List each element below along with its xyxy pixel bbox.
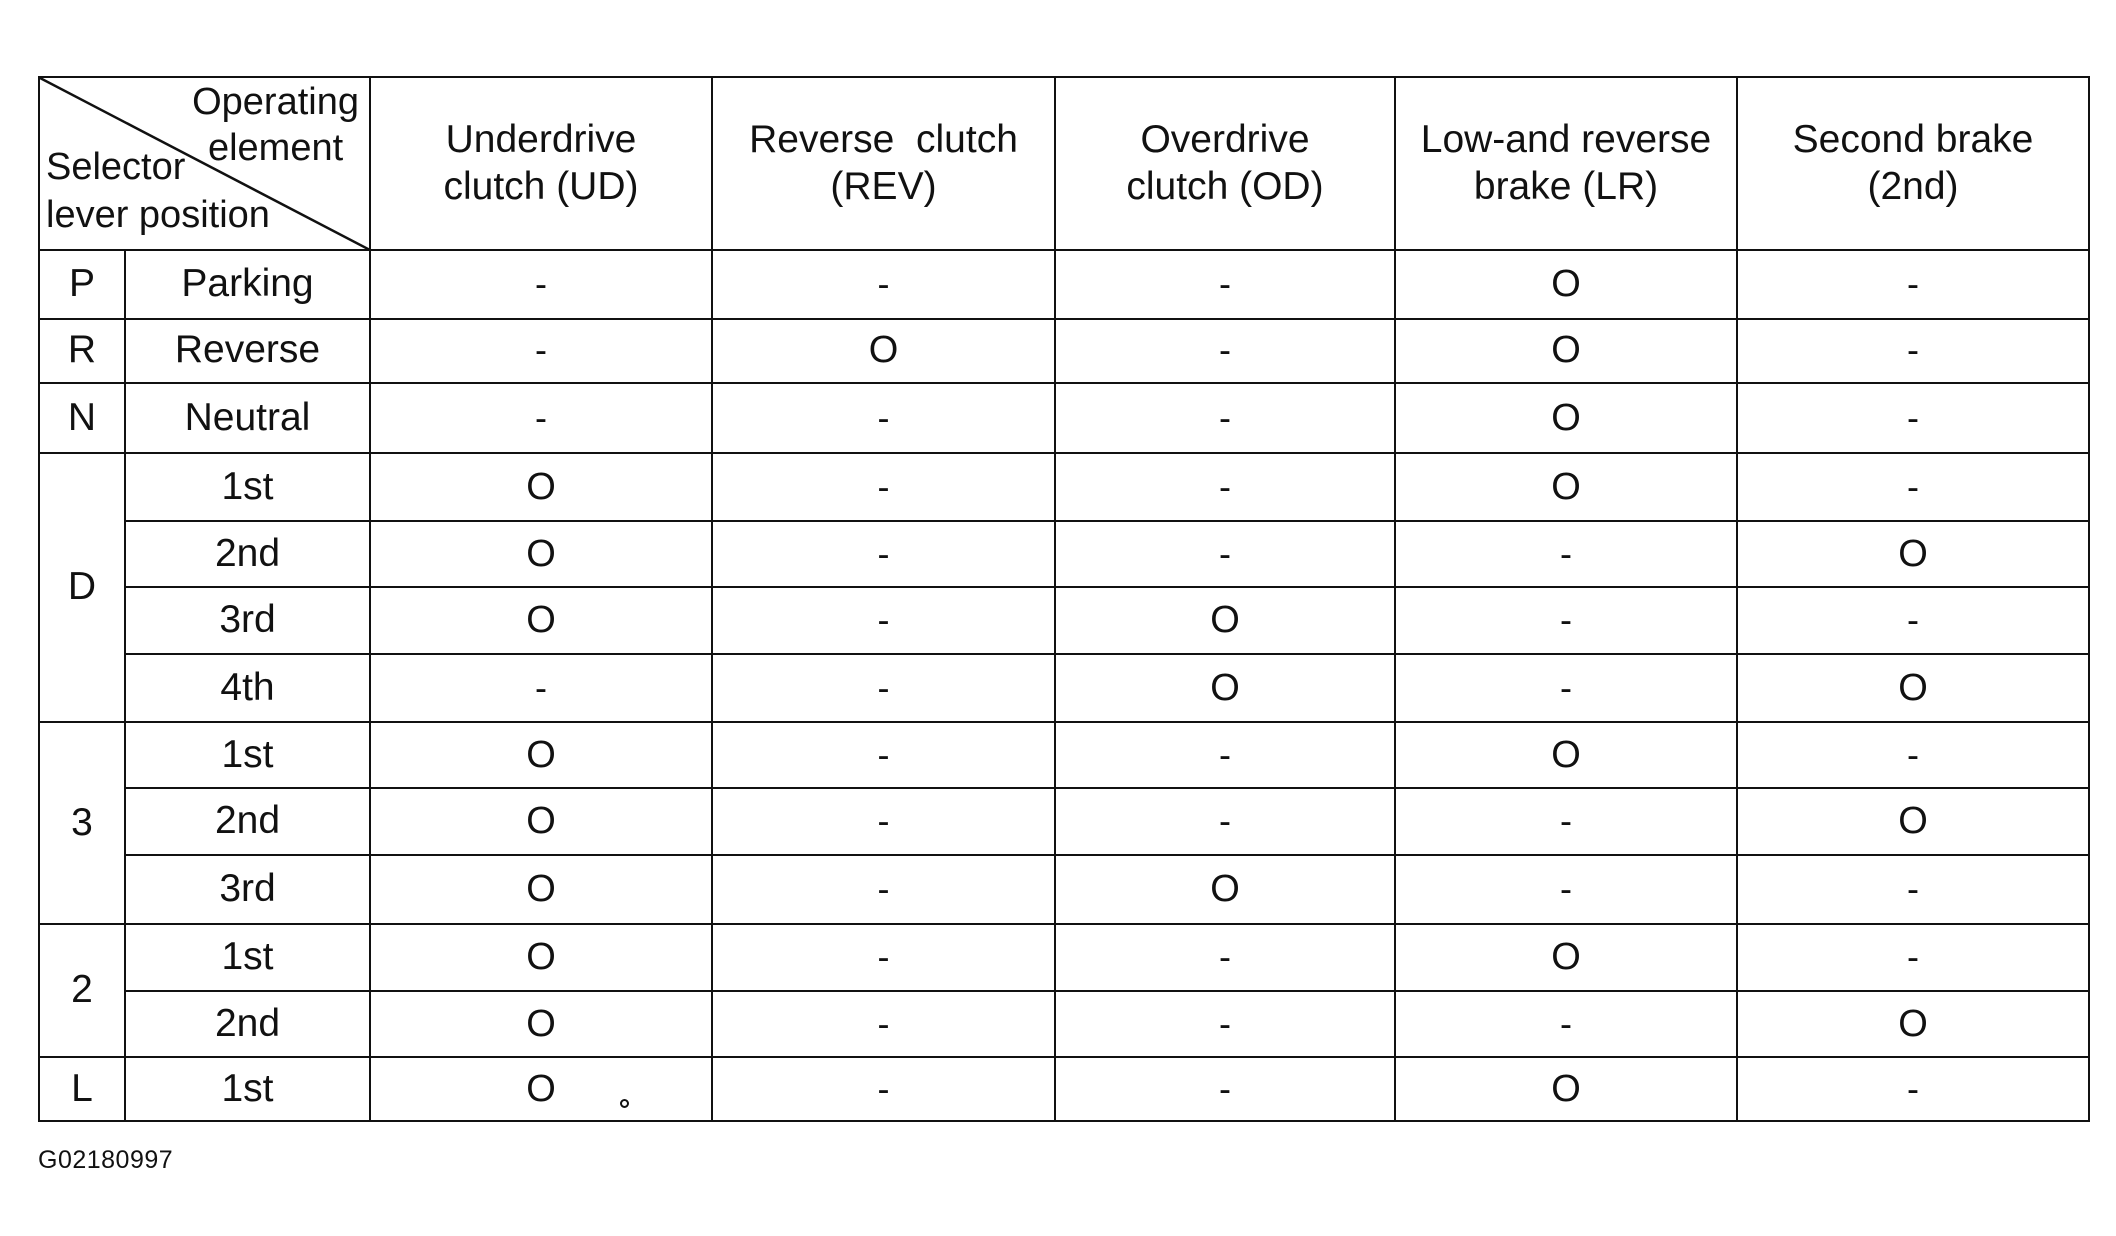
not-engaged-mark: - xyxy=(877,799,890,841)
engaged-mark: O xyxy=(1551,329,1581,372)
selector-position-label: 2nd xyxy=(125,991,370,1058)
engaged-mark: O xyxy=(1551,465,1581,508)
column-header-line1: Reverse clutch xyxy=(749,117,1018,161)
cell-underdrive-clutch xyxy=(370,250,712,319)
column-header-underdrive-clutch xyxy=(370,77,712,250)
cell-second-brake xyxy=(1737,991,2089,1058)
engaged-mark: O xyxy=(1551,263,1581,306)
cell-underdrive-clutch xyxy=(370,319,712,383)
cell-overdrive-clutch xyxy=(1055,1057,1395,1121)
column-header-low-and-reverse-brake xyxy=(1395,77,1737,250)
table-row xyxy=(39,383,2089,454)
column-header-line1: Low-and reverse xyxy=(1420,117,1712,161)
table-row xyxy=(39,1057,2089,1121)
cell-overdrive-clutch xyxy=(1055,924,1395,991)
header-row xyxy=(39,77,2089,250)
table-row xyxy=(39,855,2089,925)
not-engaged-mark: - xyxy=(877,666,890,708)
engaged-mark: O xyxy=(1898,666,1928,709)
not-engaged-mark: - xyxy=(877,936,890,978)
not-engaged-mark: - xyxy=(535,396,547,438)
selector-position-label: 3rd xyxy=(125,855,370,925)
column-header-second-brake xyxy=(1737,77,2089,250)
cell-low-and-reverse-brake xyxy=(1395,722,1737,788)
selector-lever-position-label-line1: Selector xyxy=(46,146,186,189)
engaged-mark: O xyxy=(868,329,899,372)
cell-second-brake xyxy=(1737,250,2089,319)
not-engaged-mark: - xyxy=(1219,263,1231,305)
not-engaged-mark: - xyxy=(1219,532,1231,574)
selector-position-letter: N xyxy=(39,383,125,454)
selector-position-letter: P xyxy=(39,250,125,319)
cell-underdrive-clutch xyxy=(370,924,712,991)
column-header-overdrive-clutch xyxy=(1055,77,1395,250)
cell-underdrive-clutch xyxy=(370,788,712,855)
not-engaged-mark: - xyxy=(1907,263,1919,305)
not-engaged-mark: - xyxy=(1560,799,1572,841)
engaged-mark: O xyxy=(526,599,556,642)
engaged-mark: O xyxy=(526,532,556,575)
not-engaged-mark: - xyxy=(1219,1002,1231,1044)
cell-low-and-reverse-brake xyxy=(1395,1057,1737,1121)
not-engaged-mark: - xyxy=(1219,465,1231,507)
engaged-mark: O xyxy=(526,799,556,842)
column-header-line2: clutch (UD) xyxy=(443,164,639,208)
operating-element-label-line2: element xyxy=(207,126,344,169)
not-engaged-mark: - xyxy=(1907,1067,1919,1109)
not-engaged-mark: - xyxy=(1907,465,1919,507)
cell-overdrive-clutch xyxy=(1055,383,1395,454)
figure-id: G02180997 xyxy=(38,1146,174,1174)
cell-reverse-clutch xyxy=(712,788,1055,855)
column-header-line2: (REV) xyxy=(830,164,937,208)
cell-underdrive-clutch xyxy=(370,383,712,454)
column-header-line1: Underdrive xyxy=(445,117,637,161)
engaged-mark: O xyxy=(526,733,556,776)
engaged-mark: O xyxy=(1210,599,1240,642)
cell-underdrive-clutch xyxy=(370,654,712,723)
not-engaged-mark: - xyxy=(877,868,890,909)
engaged-mark: O xyxy=(526,936,556,979)
cell-reverse-clutch xyxy=(712,1057,1055,1121)
cell-reverse-clutch xyxy=(712,383,1055,454)
cell-underdrive-clutch xyxy=(370,1057,712,1121)
cell-second-brake xyxy=(1737,453,2089,521)
not-engaged-mark: - xyxy=(535,666,547,708)
not-engaged-mark: - xyxy=(1560,666,1572,708)
not-engaged-mark: - xyxy=(535,263,547,305)
cell-underdrive-clutch xyxy=(370,587,712,654)
cell-reverse-clutch xyxy=(712,654,1055,723)
not-engaged-mark: - xyxy=(1907,396,1919,438)
cell-second-brake xyxy=(1737,722,2089,788)
not-engaged-mark: - xyxy=(877,396,890,438)
cell-second-brake xyxy=(1737,383,2089,454)
table-row xyxy=(39,991,2089,1058)
cell-reverse-clutch xyxy=(712,991,1055,1058)
cell-underdrive-clutch xyxy=(370,855,712,925)
cell-reverse-clutch xyxy=(712,587,1055,654)
not-engaged-mark: - xyxy=(1219,733,1231,775)
not-engaged-mark: - xyxy=(1219,799,1231,841)
selector-lever-position-label xyxy=(46,144,270,239)
cell-reverse-clutch xyxy=(712,924,1055,991)
engaged-mark: O xyxy=(526,465,556,508)
column-header-reverse-clutch xyxy=(712,77,1055,250)
cell-second-brake xyxy=(1737,319,2089,383)
not-engaged-mark: - xyxy=(1560,599,1572,641)
engaged-mark: O xyxy=(1898,1002,1928,1045)
selector-position-label: 2nd xyxy=(125,521,370,588)
cell-second-brake xyxy=(1737,1057,2089,1121)
cell-overdrive-clutch xyxy=(1055,991,1395,1058)
cell-second-brake xyxy=(1737,654,2089,723)
selector-position-letter: D xyxy=(39,453,125,722)
cell-low-and-reverse-brake xyxy=(1395,250,1737,319)
cell-underdrive-clutch xyxy=(370,991,712,1058)
operating-element-label-line1: Operating xyxy=(192,81,359,123)
engaged-mark: O xyxy=(1551,936,1581,979)
cell-overdrive-clutch xyxy=(1055,855,1395,925)
cell-low-and-reverse-brake xyxy=(1395,855,1737,925)
not-engaged-mark: - xyxy=(1907,329,1919,371)
table-row xyxy=(39,722,2089,788)
table-row xyxy=(39,924,2089,991)
selector-position-label: 1st xyxy=(125,453,370,521)
selector-position-label: 2nd xyxy=(125,788,370,855)
cell-low-and-reverse-brake xyxy=(1395,383,1737,454)
not-engaged-mark: - xyxy=(877,263,890,305)
selector-position-letter: L xyxy=(39,1057,125,1121)
not-engaged-mark: - xyxy=(1219,329,1231,371)
column-header-line2: clutch (OD) xyxy=(1126,164,1324,208)
selector-position-letter: R xyxy=(39,319,125,383)
clutch-application-table xyxy=(38,76,2090,1122)
column-header-line1: Second brake xyxy=(1792,117,2034,161)
table-row xyxy=(39,521,2089,588)
cell-reverse-clutch xyxy=(712,319,1055,383)
cell-second-brake xyxy=(1737,924,2089,991)
table-row xyxy=(39,250,2089,319)
cell-low-and-reverse-brake xyxy=(1395,991,1737,1058)
not-engaged-mark: - xyxy=(1907,936,1919,978)
not-engaged-mark: - xyxy=(1219,396,1231,438)
not-engaged-mark: - xyxy=(877,532,890,574)
cell-overdrive-clutch xyxy=(1055,319,1395,383)
not-engaged-mark: - xyxy=(877,1002,890,1044)
cell-second-brake xyxy=(1737,521,2089,588)
engaged-mark: O xyxy=(1551,733,1581,776)
cell-underdrive-clutch xyxy=(370,453,712,521)
selector-position-label: 3rd xyxy=(125,587,370,654)
cell-low-and-reverse-brake xyxy=(1395,654,1737,723)
cell-underdrive-clutch xyxy=(370,521,712,588)
cell-reverse-clutch xyxy=(712,855,1055,925)
not-engaged-mark: - xyxy=(1560,1002,1572,1044)
cell-overdrive-clutch xyxy=(1055,521,1395,588)
column-header-line1: Overdrive xyxy=(1140,117,1310,161)
column-header-line2: (2nd) xyxy=(1867,164,1959,208)
engaged-mark: O xyxy=(1210,868,1240,910)
not-engaged-mark: - xyxy=(1907,599,1919,641)
corner-header-cell xyxy=(39,77,370,250)
selector-position-label: Neutral xyxy=(125,383,370,454)
not-engaged-mark: - xyxy=(877,733,890,775)
clutch-application-table-wrapper xyxy=(38,76,2088,1122)
engaged-mark: O xyxy=(1898,799,1928,842)
cell-reverse-clutch xyxy=(712,722,1055,788)
cell-low-and-reverse-brake xyxy=(1395,453,1737,521)
not-engaged-mark: - xyxy=(1560,868,1572,909)
cell-overdrive-clutch xyxy=(1055,587,1395,654)
engaged-mark: O xyxy=(1898,532,1928,575)
selector-position-letter: 3 xyxy=(39,722,125,924)
engaged-mark: O xyxy=(1551,396,1581,439)
selector-position-label: 1st xyxy=(125,1057,370,1121)
not-engaged-mark: - xyxy=(1219,936,1231,978)
stray-dot-mark xyxy=(620,1099,629,1108)
engaged-mark: O xyxy=(526,1067,556,1110)
table-row xyxy=(39,453,2089,521)
selector-position-label: 4th xyxy=(125,654,370,723)
engaged-mark: O xyxy=(1551,1067,1581,1110)
cell-low-and-reverse-brake xyxy=(1395,521,1737,588)
cell-overdrive-clutch xyxy=(1055,788,1395,855)
cell-low-and-reverse-brake xyxy=(1395,924,1737,991)
cell-low-and-reverse-brake xyxy=(1395,788,1737,855)
selector-position-letter: 2 xyxy=(39,924,125,1057)
cell-reverse-clutch xyxy=(712,453,1055,521)
cell-second-brake xyxy=(1737,855,2089,925)
cell-overdrive-clutch xyxy=(1055,453,1395,521)
table-row xyxy=(39,587,2089,654)
cell-reverse-clutch xyxy=(712,250,1055,319)
engaged-mark: O xyxy=(1210,666,1240,709)
cell-low-and-reverse-brake xyxy=(1395,587,1737,654)
selector-position-label: 1st xyxy=(125,924,370,991)
cell-low-and-reverse-brake xyxy=(1395,319,1737,383)
cell-overdrive-clutch xyxy=(1055,654,1395,723)
cell-overdrive-clutch xyxy=(1055,250,1395,319)
cell-overdrive-clutch xyxy=(1055,722,1395,788)
not-engaged-mark: - xyxy=(877,465,890,507)
selector-position-label: Reverse xyxy=(125,319,370,383)
not-engaged-mark: - xyxy=(1219,1067,1231,1109)
not-engaged-mark: - xyxy=(1907,733,1919,775)
cell-second-brake xyxy=(1737,788,2089,855)
engaged-mark: O xyxy=(526,1002,556,1045)
table-row xyxy=(39,788,2089,855)
cell-second-brake xyxy=(1737,587,2089,654)
selector-position-label: 1st xyxy=(125,722,370,788)
not-engaged-mark: - xyxy=(877,599,890,641)
table-row xyxy=(39,654,2089,723)
selector-lever-position-label-line2: lever position xyxy=(46,193,270,236)
not-engaged-mark: - xyxy=(1560,532,1572,574)
cell-underdrive-clutch xyxy=(370,722,712,788)
not-engaged-mark: - xyxy=(535,329,547,371)
cell-reverse-clutch xyxy=(712,521,1055,588)
table-row xyxy=(39,319,2089,383)
not-engaged-mark: - xyxy=(1907,868,1919,909)
engaged-mark: O xyxy=(526,868,556,910)
selector-position-label: Parking xyxy=(125,250,370,319)
column-header-line2: brake (LR) xyxy=(1473,164,1659,208)
not-engaged-mark: - xyxy=(877,1067,890,1109)
